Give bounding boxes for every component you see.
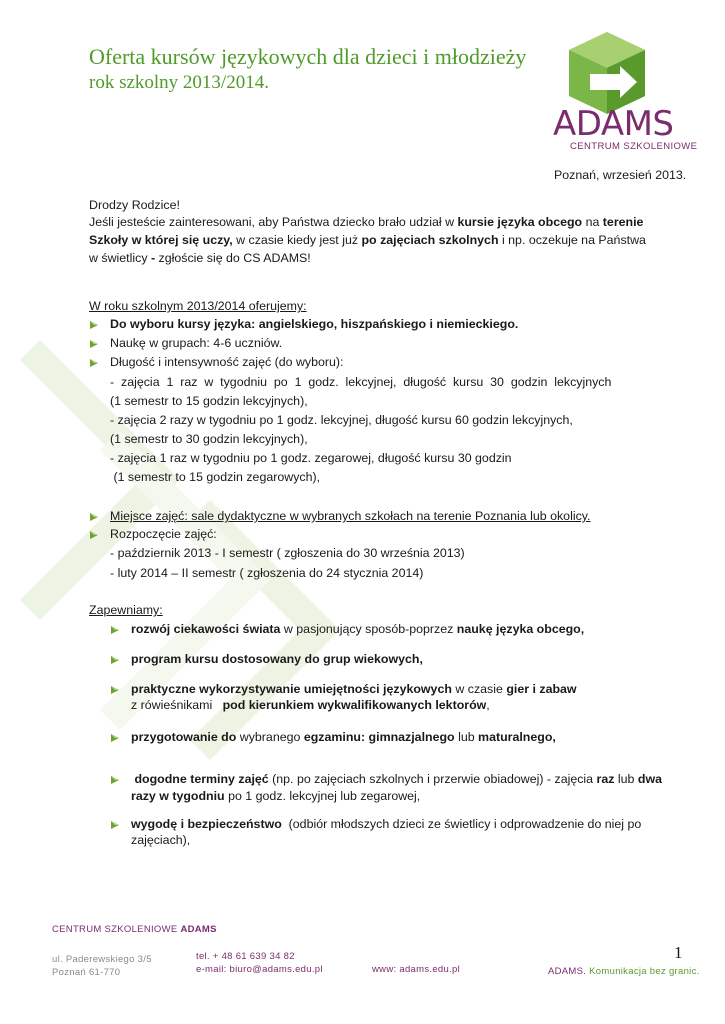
bullet-icon — [89, 339, 99, 349]
duration-option-2: - zajęcia 2 razy w tygodniu po 1 godz. lekcyjnej, długość kursu 60 godzin lekcyjnych, — [110, 413, 573, 427]
guarantee-item-practice: praktyczne wykorzystywanie umiejętności językowych w czasie gier i zabaw — [131, 682, 577, 696]
guarantee-item-exam: przygotowanie do wybranego egzaminu: gimnazjalnego lub maturalnego, — [131, 730, 556, 744]
bullet-icon — [89, 512, 99, 522]
greeting: Drodzy Rodzice! — [89, 198, 180, 212]
bullet-icon — [110, 775, 120, 785]
bullet-icon — [89, 358, 99, 368]
semester-2: - luty 2014 – II semestr ( zgłoszenia do 24 stycznia 2014) — [110, 566, 424, 580]
page-title: Oferta kursów językowych dla dzieci i młodzieży — [89, 44, 527, 69]
offer-item-place: Miejsce zajęć: sale dydaktyczne w wybranych szkołach na terenie Poznania lub okolicy. — [110, 509, 591, 523]
footer-city: Poznań 61-770 — [52, 967, 121, 978]
guarantee-item-safety-cont: zajęciach), — [131, 833, 191, 847]
footer-slogan: ADAMS. Komunikacja bez granic. — [548, 966, 700, 977]
offer-item-groups: Naukę w grupach: 4-6 uczniów. — [110, 336, 283, 350]
duration-option-3-note: (1 semestr to 15 godzin zegarowych), — [110, 470, 321, 484]
footer-street: ul. Paderewskiego 3/5 — [52, 954, 152, 965]
page-number: 1 — [674, 943, 683, 962]
bullet-icon — [110, 685, 120, 695]
offer-heading: W roku szkolnym 2013/2014 oferujemy: — [89, 299, 307, 313]
guarantee-item-practice-cont: z rówieśnikami pod kierunkiem wykwalifikowanych lektorów, — [131, 698, 490, 712]
bullet-icon — [110, 733, 120, 743]
page-subtitle: rok szkolny 2013/2014. — [89, 72, 269, 93]
guarantee-item-schedule: dogodne terminy zajęć (np. po zajęciach szkolnych i przerwie obiadowej) - zajęcia raz lub dwa — [131, 772, 662, 786]
intro-line-2: Szkoły w której się uczy, w czasie kiedy jest już po zajęciach szkolnych i np. oczekuje na Państwa — [89, 233, 646, 247]
bullet-icon — [89, 530, 99, 540]
bullet-icon — [110, 625, 120, 635]
semester-1: - październik 2013 - I semestr ( zgłoszenia do 30 września 2013) — [110, 546, 465, 560]
bullet-icon — [110, 655, 120, 665]
logo-subtext: CENTRUM SZKOLENIOWE — [570, 141, 698, 152]
duration-option-1: - zajęcia 1 raz w tygodniu po 1 godz. lekcyjnej, długość kursu 30 godzin lekcyjnych — [110, 375, 612, 389]
footer-company: CENTRUM SZKOLENIOWE ADAMS — [52, 924, 217, 935]
offer-item-languages: Do wyboru kursy języka: angielskiego, hiszpańskiego i niemieckiego. — [110, 317, 519, 331]
duration-option-2-note: (1 semestr to 30 godzin lekcyjnych), — [110, 432, 308, 446]
guarantee-item-curiosity: rozwój ciekawości świata w pasjonujący sposób-poprzez naukę języka obcego, — [131, 622, 585, 636]
duration-option-1-note: (1 semestr to 15 godzin lekcyjnych), — [110, 394, 308, 408]
footer-email[interactable]: e-mail: biuro@adams.edu.pl — [196, 964, 323, 975]
intro-line-1: Jeśli jesteście zainteresowani, aby Państwa dziecko brało udział w kursie języka obcego na terenie — [89, 215, 644, 229]
bullet-icon — [110, 820, 120, 830]
guarantee-heading: Zapewniamy: — [89, 603, 163, 617]
offer-item-start: Rozpoczęcie zajęć: — [110, 527, 217, 541]
footer-website[interactable]: www: adams.edu.pl — [372, 964, 460, 975]
letter-date: Poznań, wrzesień 2013. — [554, 168, 687, 182]
bullet-icon — [89, 320, 99, 330]
logo-text: ADAMS — [553, 104, 674, 144]
guarantee-item-program: program kursu dostosowany do grup wiekowych, — [131, 652, 423, 666]
guarantee-item-schedule-cont: razy w tygodniu po 1 godz. lekcyjnej lub zegarowej, — [131, 789, 421, 803]
guarantee-item-safety: wygodę i bezpieczeństwo (odbiór młodszych dzieci ze świetlicy i odprowadzenie do niej po — [131, 817, 642, 831]
adams-logo — [545, 26, 698, 156]
footer-phone: tel. + 48 61 639 34 82 — [196, 951, 295, 962]
intro-line-3: w świetlicy - zgłoście się do CS ADAMS! — [89, 251, 311, 265]
offer-item-duration: Długość i intensywność zajęć (do wyboru): — [110, 355, 344, 369]
duration-option-3: - zajęcia 1 raz w tygodniu po 1 godz. zegarowej, długość kursu 30 godzin — [110, 451, 512, 465]
